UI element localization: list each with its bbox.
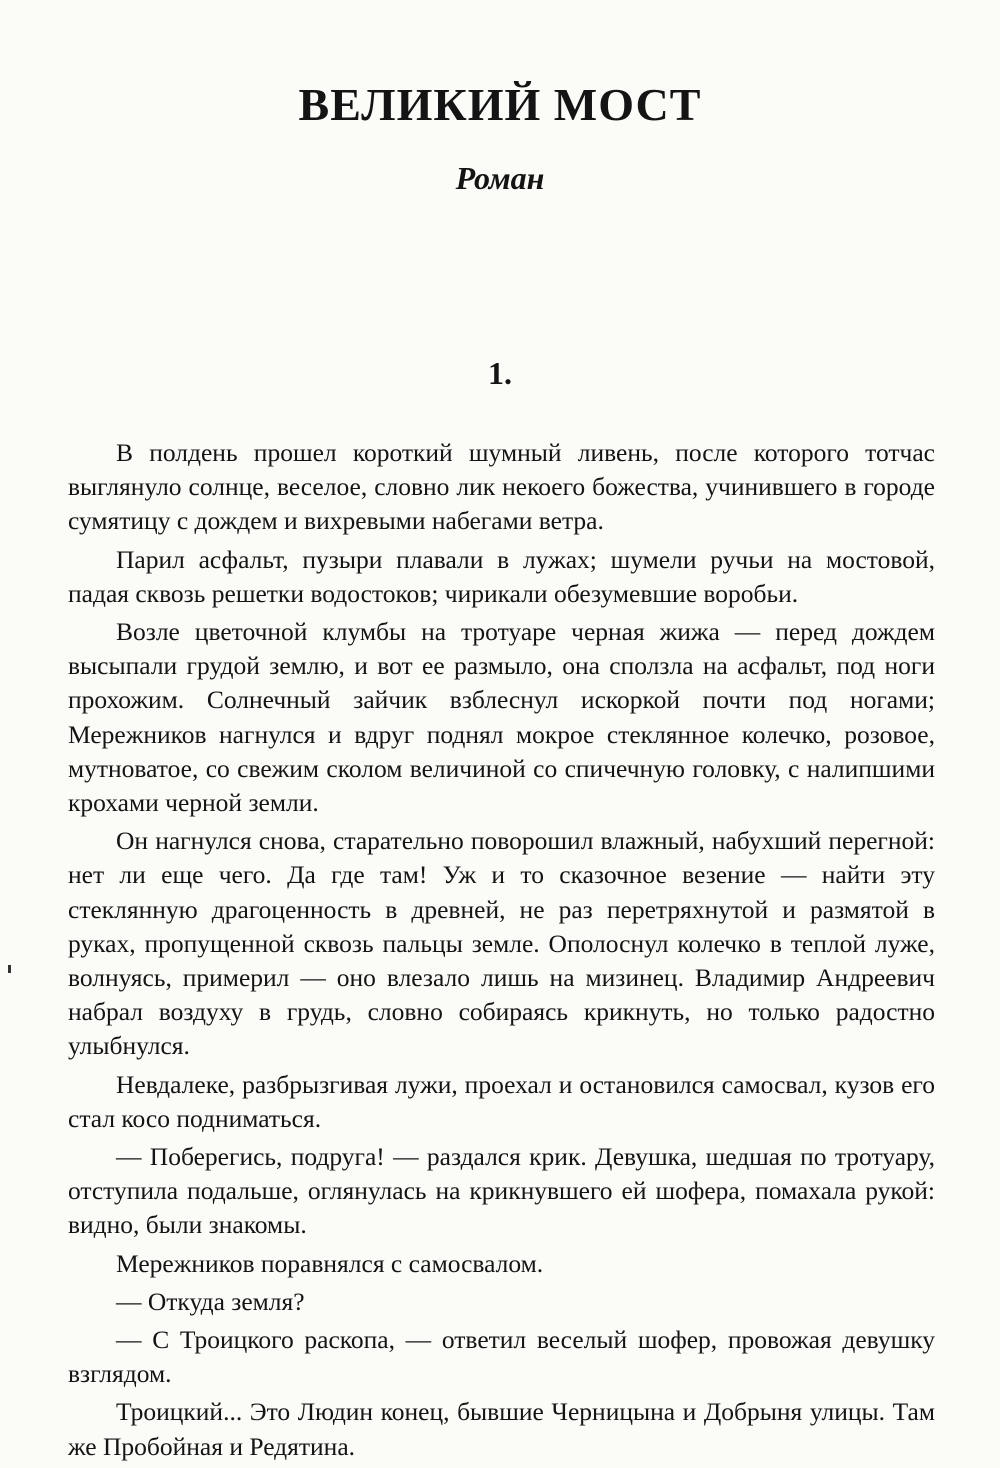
paragraph: — Поберегись, подруга! — раздался крик. Девушка, шедшая по тротуару, отступила подальше, оглянулась на крикнувшего ей шофера, помахала рукой: видно, были знакомы.: [68, 1142, 935, 1240]
body-text: [68, 436, 935, 1468]
paragraph: В полдень прошел короткий шумный ливень, после которого тотчас выглянуло солнце, веселое, словно лик некоего божества, учинившего в городе сумятицу с дождем и вихревыми набегами ветра.: [68, 438, 935, 536]
paragraph: Возле цветочной клумбы на тротуаре черная жижа — перед дождем высыпали грудой землю, и вот ее размыло, она сползла на асфальт, под ноги прохожим. Солнечный зайчик взблеснул искоркой почти под ногами; Мережников нагнулся и вдруг поднял мокрое стеклянное колечко, розовое, мутноватое, со свежим сколом величиной со спичечную головку, с налипшими крохами черной земли.: [68, 617, 935, 818]
margin-mark: [8, 965, 11, 973]
paragraph: Он нагнулся снова, старательно поворошил влажный, набухший перегной: нет ли еще чего. Да где там! Уж и то сказочное везение — найти эту стеклянную драгоценность в древней, не раз перетряхнутой и размятой в руках, пропущенной сквозь пальцы земле. Ополоснул колечко в теплой луже, волнуясь, примерил — оно влезало лишь на мизинец. Владимир Андреевич набрал воздуху в грудь, словно собираясь крикнуть, но только радостно улыбнулся.: [68, 826, 935, 1061]
paragraph: — С Троицкого раскопа, — ответил веселый шофер, провожая девушку взглядом.: [68, 1325, 935, 1389]
paragraph: Мережников поравнялся с самосвалом.: [116, 1248, 544, 1278]
book-subtitle: Роман: [455, 160, 545, 196]
paragraph: Парил асфальт, пузыри плавали в лужах; шумели ручьи на мостовой, падая сквозь решетки водостоков; чирикали обезумевшие воробьи.: [68, 544, 935, 608]
chapter-number: 1.: [488, 355, 512, 391]
paragraph: Невдалеке, разбрызгивая лужи, проехал и остановился самосвал, кузов его стал косо подниматься.: [68, 1069, 935, 1133]
book-title: ВЕЛИКИЙ МОСТ: [298, 79, 702, 130]
paragraph: — Откуда земля?: [116, 1286, 305, 1316]
paragraph: Троицкий... Это Людин конец, бывшие Черницына и Добрыня улицы. Там же Пробойная и Редятина.: [68, 1397, 935, 1461]
